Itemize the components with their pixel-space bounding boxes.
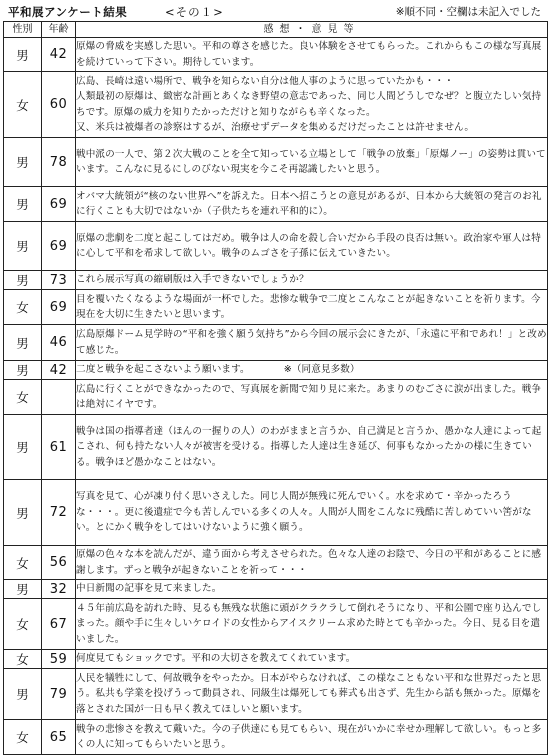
cell-sex: 男 xyxy=(4,580,42,599)
table-row xyxy=(4,290,548,325)
cell-comment: 中日新聞の記事を見て来ました。 xyxy=(76,580,548,599)
cell-comment: 何度見てもショックです。平和の大切さを教えてくれています。 xyxy=(76,650,548,669)
order-note: ※順不同・空欄は未記入でした xyxy=(395,6,541,18)
cell-comment: 目を覆いたくなるような場面が一杯でした。悲惨な戦争で二度とこんなことが起きないことを祈ります。今現在を大切に生きたいと思います。 xyxy=(76,290,548,325)
cell-age: 72 xyxy=(42,480,76,546)
cell-age: 42 xyxy=(42,361,76,380)
cell-sex: 女 xyxy=(4,380,42,415)
cell-age: 42 xyxy=(42,38,76,72)
cell-sex: 女 xyxy=(4,546,42,580)
cell-age: 79 xyxy=(42,669,76,720)
page-header xyxy=(3,3,547,21)
cell-sex: 男 xyxy=(4,325,42,361)
cell-sex: 男 xyxy=(4,187,42,222)
survey-table xyxy=(3,21,548,755)
table-row xyxy=(4,325,548,361)
cell-comment: 原爆の悲劇を二度と起こしてはだめ。戦争は人の命を殺し合いだから手段の良否は無い。政治家や軍人は特に心して平和を希求して欲しい。戦争のムゴさを子孫に伝えていきたい。 xyxy=(76,222,548,271)
cell-comment: 原爆の脅威を実感した思い。平和の尊さを感じた。良い体験をさせてもらった。これからもこの様な写真展を続けていって下さい。期待しています。 xyxy=(76,38,548,72)
table-header-row xyxy=(4,22,548,38)
cell-age: 69 xyxy=(42,290,76,325)
table-row xyxy=(4,361,548,380)
cell-sex: 男 xyxy=(4,480,42,546)
table-row xyxy=(4,669,548,720)
cell-comment: 広島に行くことができなかったので、写真展を新聞で知り見に来た。あまりのむごさに涙が出ました。戦争は絶対にイヤです。 xyxy=(76,380,548,415)
cell-sex: 男 xyxy=(4,361,42,380)
cell-age: 46 xyxy=(42,325,76,361)
cell-comment: 広島原爆ドーム見学時の“平和を強く願う気持ち”から今回の展示会にきたが、「永遠に平和であれ！」と改めて感じた。 xyxy=(76,325,548,361)
table-row xyxy=(4,380,548,415)
cell-sex: 男 xyxy=(4,415,42,480)
table-row xyxy=(4,72,548,138)
cell-age: 78 xyxy=(42,138,76,187)
header-comment: 感想・意見等 xyxy=(76,22,548,38)
cell-comment: 戦争の悲惨さを教えて戴いた。今の子供達にも見てもらい、現在がいかに幸せか理解して欲しい。もっと多くの人に知ってもらいたいと思う。 xyxy=(76,720,548,755)
cell-sex: 男 xyxy=(4,222,42,271)
header-sex: 性別 xyxy=(4,22,42,38)
cell-sex: 男 xyxy=(4,669,42,720)
survey-rows xyxy=(4,38,548,755)
cell-age: 67 xyxy=(42,599,76,650)
cell-age xyxy=(42,380,76,415)
cell-sex: 女 xyxy=(4,72,42,138)
cell-comment: 戦中派の一人で、第２次大戦のことを全て知っている立場として「戦争の放棄」「原爆ノー」の姿勢は貫いています。こんなに見るにしのびない現実を今こそ再認識したいと思う。 xyxy=(76,138,548,187)
cell-comment: 二度と戦争を起こさないよう願います。 ※（同意見多数） xyxy=(76,361,548,380)
table-row xyxy=(4,138,548,187)
cell-comment: ４５年前広島を訪れた時、見るも無残な状態に頭がクラクラして倒れそうになり、平和公園で座り込んでしまった。顔や手に生々しいケロイドの女性からアイスクリーム求めた時とても辛かった。今日、見る目を遣いました。 xyxy=(76,599,548,650)
cell-age: 59 xyxy=(42,650,76,669)
table-row xyxy=(4,599,548,650)
header-age: 年齢 xyxy=(42,22,76,38)
cell-comment: これら展示写真の縮刷版は入手できないでしょうか？ xyxy=(76,271,548,290)
table-row xyxy=(4,546,548,580)
cell-comment: 戦争は国の指導者達（ほんの一握りの人）のわがままと言うか、自己満足と言うか、愚かな人達によって起こされ、何も持たない人々が被害を受ける。指導した人達は生き延び、何事もなかったかの様に生きている。戦争ほど愚かなことはない。 xyxy=(76,415,548,480)
cell-sex: 男 xyxy=(4,38,42,72)
cell-sex: 女 xyxy=(4,599,42,650)
table-row xyxy=(4,480,548,546)
cell-age: 60 xyxy=(42,72,76,138)
cell-sex: 女 xyxy=(4,650,42,669)
cell-age: 32 xyxy=(42,580,76,599)
cell-age: 69 xyxy=(42,187,76,222)
cell-age: 69 xyxy=(42,222,76,271)
cell-age: 65 xyxy=(42,720,76,755)
part-label: <その１> xyxy=(165,5,224,19)
table-row xyxy=(4,271,548,290)
cell-comment: 写真を見て、心が凍り付く思いさえした。同じ人間が無残に死んでいく。水を求めて・辛かったろうな・・・。更に後遺症で今も苦しんでいる多くの人々。人間が人間をこんなに残酷に苦しめていい筈がない。とにかく戦争をしてはいけないように強く願う。 xyxy=(76,480,548,546)
cell-sex: 男 xyxy=(4,138,42,187)
cell-comment: 人民を犠牲にして、何故戦争をやったか。日本がやらなければ、この様なこともない平和な世界だったと思う。私共も学業を投げうって動員され、同級生は爆死しても葬式も出さず、先生から話も無かった。原爆を落とされた国が一日も早く教えてほしいと願います。 xyxy=(76,669,548,720)
cell-comment: 広島、長崎は遠い場所で、戦争を知らない自分は他人事のように思っていたかも・・・ 人類最初の原爆は、緻密な計画とあくなき野望の意志であった、同じ人間どうしでなぜ？と腹立たしい気持ちです。原爆の威力を知りたかっただけと知りながらも辛くなった。 又、米兵は被爆者の診察はするが、治療せずデータを集めるだけだったことは許せません。 xyxy=(76,72,548,138)
table-row xyxy=(4,415,548,480)
cell-age: 73 xyxy=(42,271,76,290)
cell-sex: 女 xyxy=(4,720,42,755)
table-row xyxy=(4,187,548,222)
cell-age: 56 xyxy=(42,546,76,580)
cell-sex: 男 xyxy=(4,271,42,290)
table-row xyxy=(4,38,548,72)
cell-comment: 原爆の色々な本を読んだが、違う面から考えさせられた。色々な人達のお陰で、今日の平和があることに感謝します。ずっと戦争が起きないことを祈って・・・ xyxy=(76,546,548,580)
table-row xyxy=(4,222,548,271)
page-title: 平和展アンケート結果 xyxy=(8,5,128,19)
table-row xyxy=(4,720,548,755)
table-row xyxy=(4,650,548,669)
table-row xyxy=(4,580,548,599)
cell-age: 61 xyxy=(42,415,76,480)
cell-sex: 女 xyxy=(4,290,42,325)
cell-comment: オバマ大統領が“核のない世界へ”を訴えた。日本へ招こうとの意見があるが、日本から大統領の発言のお礼に行くことも大切ではないか（子供たちを連れ平和的に）。 xyxy=(76,187,548,222)
